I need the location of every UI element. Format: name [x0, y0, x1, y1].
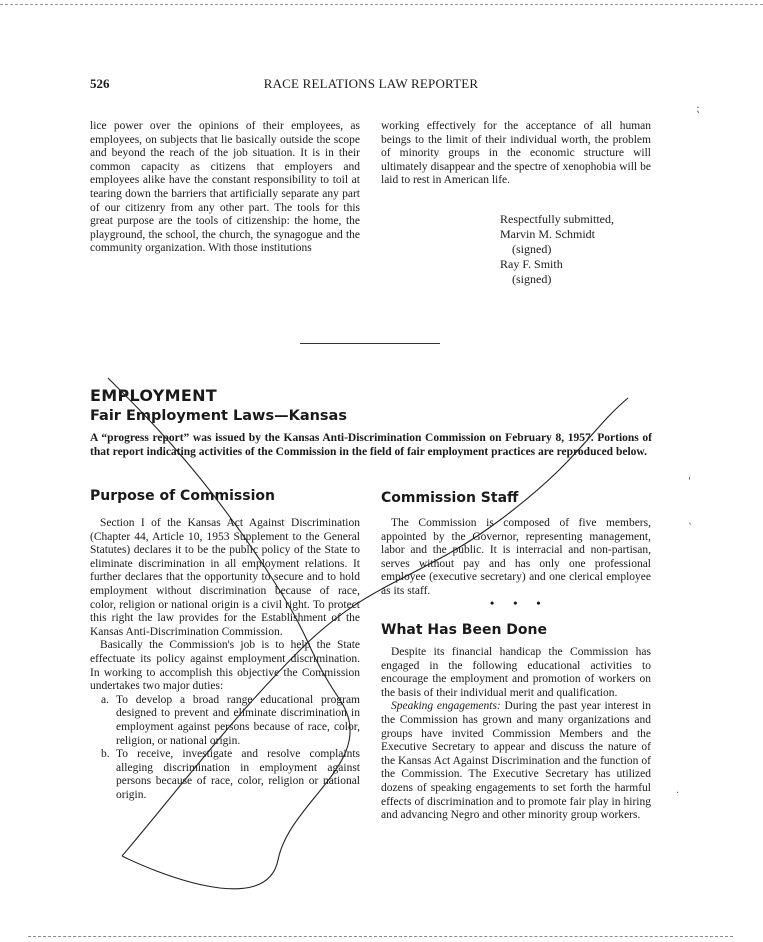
list-item — [90, 694, 360, 748]
top-left-paragraph: lice power over the opinions of their employees, as employees, on subjects that lie basically outside the scope and beyond the reach of the job situation. It is in their common capacity as citizens that employers and employees alike have the constant responsibility to toil at tearing down the barriers that artificially separate any part of our citizenry from any other part. The tools for this great purpose are the tools of citizenship: the home, the playground, the school, the church, the synagogue and the community organization. With those institutions — [90, 120, 360, 255]
scan-top-edge — [0, 4, 763, 5]
purpose-column — [90, 517, 360, 802]
staff-paragraph: The Commission is composed of five members, appointed by the Governor, representing management, labor and the public. It is interracial and non-partisan, serves without pay and has only one professional employee (executive secretary) and one clerical employee as its staff. — [381, 517, 651, 597]
purpose-paragraph-1: Section I of the Kansas Act Against Discrimination (Chapter 44, Article 10, 1953 Supplement to the General Statutes) declares it to be the public policy of the State to eliminate discrimination in all employment relations. It further declares that the opportunity to secure and to hold employment without discrimination because of race, color, religion or national origin is a civil right. To protect this right the law provides for the Establishment of the Kansas Anti-Discrimination Commission. — [90, 517, 360, 638]
list-marker: b. — [101, 748, 110, 761]
section-subtitle: Fair Employment Laws—Kansas — [90, 408, 347, 424]
section-intro: A “progress report” was issued by the Kansas Anti-Discrimination Commission on February 8, 1957. Portions of that report indicating activities of the Commission in the field of fair employment practices are reproduced below. — [90, 432, 652, 458]
scan-speck: ' — [688, 476, 691, 487]
section-separator: • • • — [490, 596, 549, 610]
running-head: RACE RELATIONS LAW REPORTER — [263, 76, 479, 91]
done-paragraph-2-lead: Speaking engagements: — [391, 700, 501, 713]
signer-1: Marvin M. Schmidt — [500, 227, 595, 241]
duties-list — [90, 694, 360, 803]
scan-speck: ⁏ — [696, 104, 700, 115]
signer-2: Ray F. Smith — [500, 257, 563, 271]
signed-1: (signed) — [512, 242, 552, 256]
duty-a-text: To develop a broad range educational program designed to prevent and eliminate discrimination in employment against persons because of race, color, religion, or national origin. — [116, 693, 360, 747]
section-title: EMPLOYMENT — [90, 386, 217, 405]
staff-heading: Commission Staff — [381, 490, 519, 506]
top-right-paragraph: working effectively for the acceptance of all human beings to the limit of their individual worth, the problem of minority groups in the economic structure will ultimately disappear and the spectre of xenophobia will be laid to rest in American life. — [381, 120, 651, 187]
scan-speck: · — [676, 788, 680, 799]
closing-line: Respectfully submitted, — [500, 212, 614, 226]
done-paragraph-2-body: During the past year interest in the Commission has grown and many organizations and groups have invited Commission Members and the Executive Secretary to appear and discuss the nature of the Kansas Act Against Discrimination and the function of the Commission. The Executive Secretary has utilized dozens of speaking engagements to set forth the harmful effects of discrimination and to promote fair play in hiring and advancing Negro and other minority group workers. — [381, 700, 651, 822]
scan-speck: ˎ — [688, 514, 693, 525]
top-left-column — [90, 120, 360, 256]
section-divider — [300, 343, 440, 344]
done-column — [381, 646, 651, 823]
purpose-paragraph-2: Basically the Commission's job is to help the State effectuate its policy against employment discrimination. In working to accomplish this objective the Commission undertakes two major duties: — [90, 639, 360, 693]
done-paragraph-1: Despite its financial handicap the Commission has engaged in the following educational activities to encourage the employment and promotion of workers on the basis of their individual merit and qualification. — [381, 646, 651, 699]
top-right-column — [381, 120, 651, 188]
signature-block — [500, 212, 614, 287]
page-header — [90, 76, 652, 92]
staff-column — [381, 517, 651, 599]
done-heading: What Has Been Done — [381, 622, 547, 638]
list-marker: a. — [101, 693, 109, 706]
purpose-heading: Purpose of Commission — [90, 488, 275, 504]
page-number: 526 — [90, 76, 110, 91]
duty-b-text: To receive, investigate and resolve complaints alleging discrimination in employment against persons because of race, color, religion or national origin. — [116, 748, 360, 801]
scan-bottom-edge — [28, 936, 733, 937]
signed-2: (signed) — [512, 272, 552, 286]
done-paragraph-2 — [381, 700, 651, 822]
list-item — [90, 748, 360, 802]
